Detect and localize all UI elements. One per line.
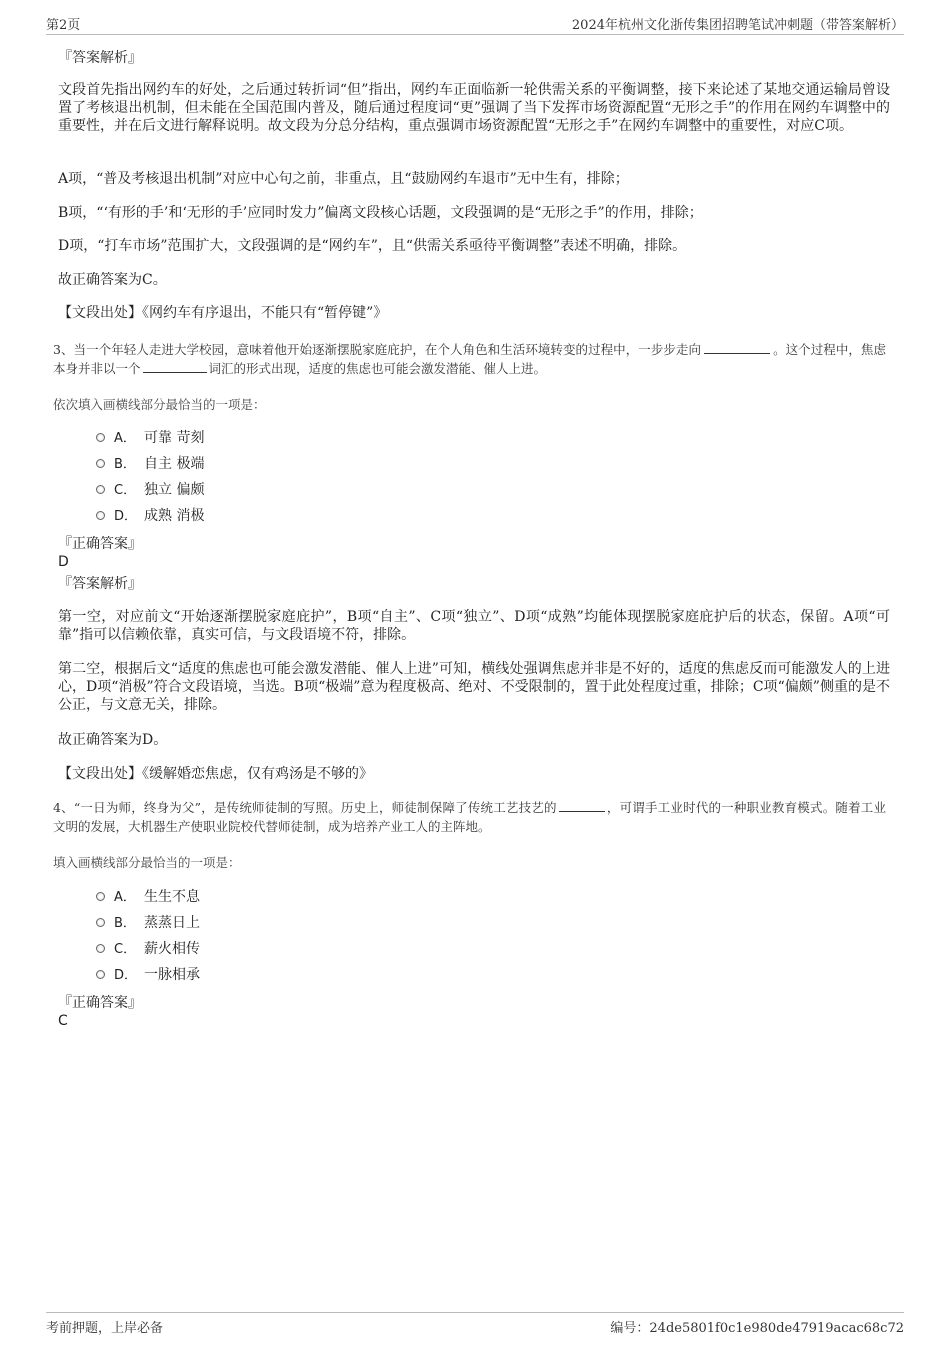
q4-answer: C [58, 1013, 68, 1029]
q3-source: 【文段出处】《缓解婚恋焦虑，仅有鸡汤是不够的》 [58, 766, 373, 782]
q3-instruction: 依次填入画横线部分最恰当的一项是： [53, 397, 266, 412]
q2-source: 【文段出处】《网约车有序退出，不能只有“暂停键”》 [58, 305, 388, 321]
q3-stem-part-2: 。这个过程中，焦虑本身并非以一个 [53, 342, 886, 376]
page-number: 第2页 [46, 18, 81, 33]
q4-option-d[interactable]: D． 一脉相承 [96, 962, 200, 988]
document-title: 2024年杭州文化浙传集团招聘笔试冲刺题（带答案解析） [571, 18, 904, 33]
q4-stem [53, 798, 886, 836]
q4-stem-part-1: 4、“一日为师，终身为父”，是传统师徒制的写照。历史上，师徒制保障了传统工艺技艺的 [53, 800, 557, 815]
q2-conclusion: 故正确答案为C。 [58, 272, 167, 288]
q4-option-b[interactable]: B． 蒸蒸日上 [96, 910, 200, 936]
radio-icon[interactable] [96, 433, 105, 442]
radio-icon[interactable] [96, 459, 105, 468]
q2-analysis-paragraph-2: A项，“普及考核退出机制”对应中心句之前，非重点，且“鼓励网约车退市”无中生有，排除； [58, 171, 629, 187]
radio-icon[interactable] [96, 511, 105, 520]
radio-icon[interactable] [96, 918, 105, 927]
q4-instruction: 填入画横线部分最恰当的一项是： [53, 855, 241, 870]
q4-option-a[interactable]: A． 生生不息 [96, 884, 200, 910]
q4-blank [559, 799, 605, 812]
q3-blank-1 [704, 341, 770, 354]
radio-icon[interactable] [96, 892, 105, 901]
q3-stem-part-3: 词汇的形式出现，适度的焦虑也可能会激发潜能、催人上进。 [208, 361, 547, 376]
q3-analysis-label: 『答案解析』 [58, 576, 142, 592]
q3-option-d[interactable]: D． 成熟 消极 [96, 503, 204, 529]
q4-stem-part-2: ，可谓手工业时代的一种职业教育模式。随着工业文明的发展，大机器生产使职业院校代替师徒制，成为培养产业工人的主阵地。 [53, 800, 886, 834]
q3-options [96, 425, 204, 529]
q2-analysis-paragraph-3: B项，“‘有形的手’和‘无形的手’应同时发力”偏离文段核心话题，文段强调的是“无形之手”的作用，排除； [58, 205, 703, 221]
q2-analysis-paragraph-1: 文段首先指出网约车的好处，之后通过转折词“但”指出，网约车正面临新一轮供需关系的平衡调整，接下来论述了某地交通运输局曾设置了考核退出机制，但未能在全国范围内普及，随后通过程度词“更”强调了当下发挥市场资源配置“无形之手”的作用在网约车调整中的重要性，并在后文进行解释说明。故文段为分总分结构，重点强调市场资源配置“无形之手”在网约车调整中的重要性，对应C项。 [58, 82, 890, 134]
radio-icon[interactable] [96, 944, 105, 953]
footer-slogan: 考前押题，上岸必备 [46, 1321, 164, 1336]
q2-analysis-paragraph-4: D项，“打车市场”范围扩大，文段强调的是“网约车”，且“供需关系亟待平衡调整”表述不明确，排除。 [58, 238, 687, 254]
q3-conclusion: 故正确答案为D。 [58, 732, 168, 748]
radio-icon[interactable] [96, 485, 105, 494]
page-header [46, 14, 904, 35]
q3-correct-label: 『正确答案』 [58, 536, 142, 552]
q3-blank-2 [143, 360, 207, 373]
document-code: 编号：24de5801f0c1e980de47919acac68c72 [610, 1321, 904, 1336]
q2-analysis-label: 『答案解析』 [58, 50, 142, 66]
q3-stem-part-1: 3、当一个年轻人走进大学校园，意味着他开始逐渐摆脱家庭庇护，在个人角色和生活环境转变的过程中，一步步走向 [53, 342, 702, 357]
q4-options [96, 884, 200, 988]
page-footer [46, 1312, 904, 1335]
q4-option-c[interactable]: C． 薪火相传 [96, 936, 200, 962]
q3-option-c[interactable]: C． 独立 偏颇 [96, 477, 204, 503]
q3-analysis-paragraph-2: 第二空，根据后文“适度的焦虑也可能会激发潜能、催人上进”可知，横线处强调焦虑并非是不好的，适度的焦虑反而可能激发人的上进心，D项“消极”符合文段语境，当选。B项“极端”意为程度极高、绝对、不受限制的，置于此处程度过重，排除；C项“偏颇”侧重的是不公正，与文意无关，排除。 [58, 661, 890, 713]
q3-option-a[interactable]: A． 可靠 苛刻 [96, 425, 204, 451]
q3-stem [53, 340, 886, 378]
q4-correct-label: 『正确答案』 [58, 995, 142, 1011]
radio-icon[interactable] [96, 970, 105, 979]
q3-analysis-paragraph-1: 第一空，对应前文“开始逐渐摆脱家庭庇护”，B项“自主”、C项“独立”、D项“成熟”均能体现摆脱家庭庇护后的状态，保留。A项“可靠”指可以信赖依靠，真实可信，与文段语境不符，排除。 [58, 609, 890, 643]
q3-answer: D [58, 554, 69, 570]
q3-option-b[interactable]: B． 自主 极端 [96, 451, 204, 477]
